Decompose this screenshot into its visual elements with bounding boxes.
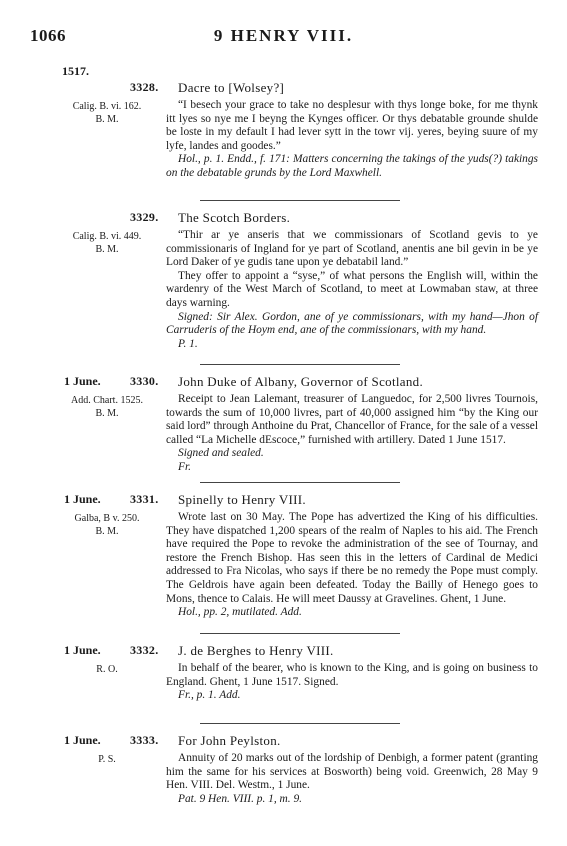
entry-title: For John Peylston. [178, 733, 281, 748]
entry-body: “I besech your grace to take no desplesur with thys longe boke, for me thynk itt lyes so nye me I beyng the Kynges officer. Or thys debatable grounde shulde be loste in my default I had lever sytt in the towr vij. yeres, beying suure of my lyfe, landes and goodes.” Hol., p. 1. Endd., f. 171: Matters concerning the takings of the yuds(?) takings on the debatable grunds by the Lord Maxwhell. [166, 99, 538, 179]
entry-date: 1 June. [64, 733, 101, 747]
entry-body: Annuity of 20 marks out of the lordship of Denbigh, a former patent (granting him the same for his services at Bosworth) being void. Greenwich, 28 May 9 Hen. VIII. Del. Westm., 1 June. Pat. 9 Hen. VIII. p. 1, m. 9. [166, 752, 538, 805]
entry-number: 3331. [130, 492, 159, 506]
divider [200, 723, 400, 724]
entry-reference: Calig. B. vi. 449. B. M. [72, 231, 142, 255]
divider [200, 482, 400, 483]
entry-reference: Calig. B. vi. 162. B. M. [72, 101, 142, 125]
entry-date: 1 June. [64, 374, 101, 388]
running-head: 9 HENRY VIII. [213, 26, 354, 45]
entry-reference: P. S. [98, 754, 116, 765]
divider [200, 200, 400, 201]
entry-number: 3329. [130, 210, 159, 224]
entry-reference: Add. Chart. 1525. B. M. [71, 395, 143, 419]
entry-body: “Thir ar ye anseris that we commissionars of Scotland gevis to ye commissionaris of Ingland for ye part of Scotland, anentis ane bil gevin in be ye Lord Daker of ye gudis tane upon ye debatabil land.” They offer to appoint a “syse,” of what persons the English will, within the wardenry of the West March of Scotland, to meet at Lowmaban staw, at three days warning. Signed: Sir Alex. Gordon, ane of ye commissionars, with my hand—Jhon of Carruderis of the Hoym end, ane of the commissionars, with my hand. P. 1. [166, 229, 538, 350]
entry-title: John Duke of Albany, Governor of Scotland. [178, 374, 423, 389]
entry-date: 1 June. [64, 492, 101, 506]
entry-title: The Scotch Borders. [178, 210, 291, 225]
entry-title: Dacre to [Wolsey?] [178, 80, 285, 95]
year-marker: 1517. [62, 64, 89, 78]
entry-number: 3328. [130, 80, 159, 94]
entry-number: 3333. [130, 733, 159, 747]
page-number: 1066 [30, 26, 66, 45]
divider [200, 364, 400, 365]
entry-title: Spinelly to Henry VIII. [178, 492, 306, 507]
entry-title: J. de Berghes to Henry VIII. [178, 643, 334, 658]
entry-reference: R. O. [96, 664, 118, 675]
entry-reference: Galba, B v. 250. B. M. [74, 513, 140, 537]
entry-date: 1 June. [64, 643, 101, 657]
divider [200, 633, 400, 634]
entry-number: 3332. [130, 643, 159, 657]
entry-body: Receipt to Jean Lalemant, treasurer of Languedoc, for 2,500 livres Tournois, towards the sum of 10,000 livres, part of 40,000 assigned him “by the King our said lord” through Anthoine du Prat, Chancellor of France, for the sale of a vessel called “La Michelle dEscoce,” furnished with artillery. Dated 1 June 1517. Signed and sealed. Fr. [166, 393, 538, 473]
entry-body: In behalf of the bearer, who is known to the King, and is going on business to England. Ghent, 1 June 1517. Signed. Fr., p. 1. Add. [166, 662, 538, 702]
entry-body: Wrote last on 30 May. The Pope has advertized the King of his difficulties. They have dispatched 1,200 spears of the realm of Naples to his aid. The French have required the Pope to revoke the administration of the see of Tournay, and restore the French Bishop. Has seen this in the letters of Cardinal de Medici addressed to Fra Nicolas, who says if there be no remedy the Pope must comply. The Geldrois have again been defeated. Today the Bailly of Henego goes to Mons, thence to Calais. He will meet Daussy at Gravelines. Ghent, 1 June. Hol., pp. 2, mutilated. Add. [166, 511, 538, 619]
entry-number: 3330. [130, 374, 159, 388]
page-header [0, 26, 567, 48]
